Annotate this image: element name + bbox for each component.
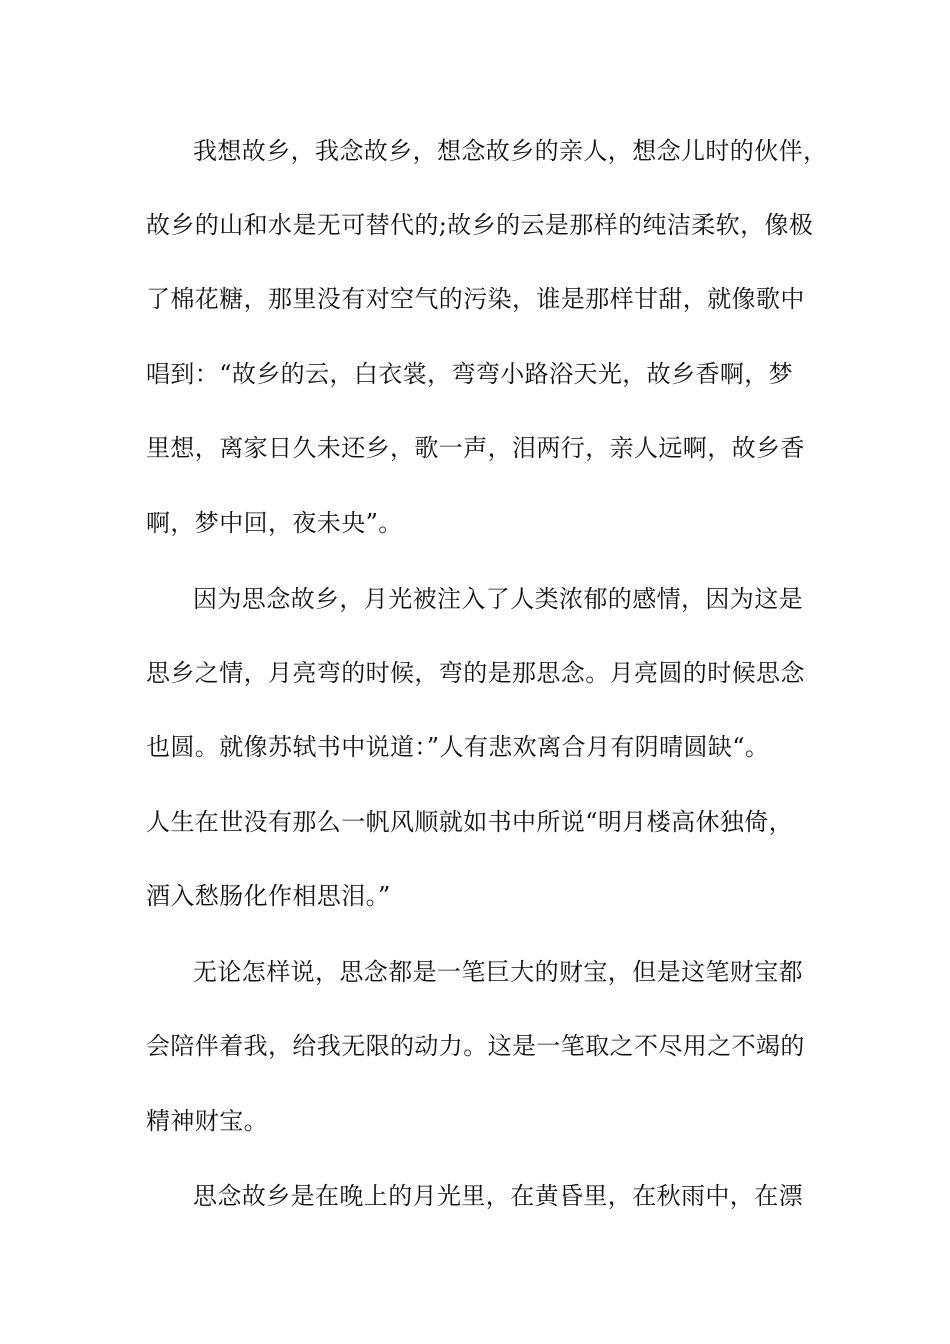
- text-line: 会陪伴着我，给我无限的动力。这是一笔取之不尽用之不竭的: [146, 1032, 805, 1060]
- text-line: 思乡之情，月亮弯的时候，弯的是那思念。月亮圆的时候思念: [146, 659, 805, 687]
- text-line: 故乡的山和水是无可替代的;故乡的云是那样的纯洁柔软，像极: [146, 211, 814, 239]
- text-line: 唱到：“故乡的云，白衣裳，弯弯小路浴天光，故乡香啊，梦: [146, 360, 794, 388]
- text-line: 了棉花糖，那里没有对空气的污染，谁是那样甘甜，就像歌中: [146, 285, 805, 313]
- text-line: 思念故乡是在晚上的月光里，在黄昏里，在秋雨中，在漂: [193, 1182, 803, 1210]
- text-line: 无论怎样说，思念都是一笔巨大的财宝，但是这笔财宝都: [193, 958, 803, 986]
- text-line: 我想故乡，我念故乡，想念故乡的亲人，想念儿时的伙伴，: [193, 137, 828, 165]
- text-line: 啊，梦中回，夜未央”。: [146, 509, 403, 537]
- text-line: 里想，离家日久未还乡，歌一声，泪两行，亲人远啊，故乡香: [146, 434, 805, 462]
- text-line: 因为思念故乡，月光被注入了人类浓郁的感情，因为这是: [193, 585, 803, 613]
- text-line: 人生在世没有那么一帆风顺就如书中所说“明月楼高休独倚，: [146, 808, 794, 836]
- text-line: 酒入愁肠化作相思泪。”: [146, 882, 391, 910]
- text-line: 也圆。就像苏轼书中说道：”人有悲欢离合月有阴晴圆缺“。: [146, 733, 770, 761]
- text-line: 精神财宝。: [146, 1107, 268, 1135]
